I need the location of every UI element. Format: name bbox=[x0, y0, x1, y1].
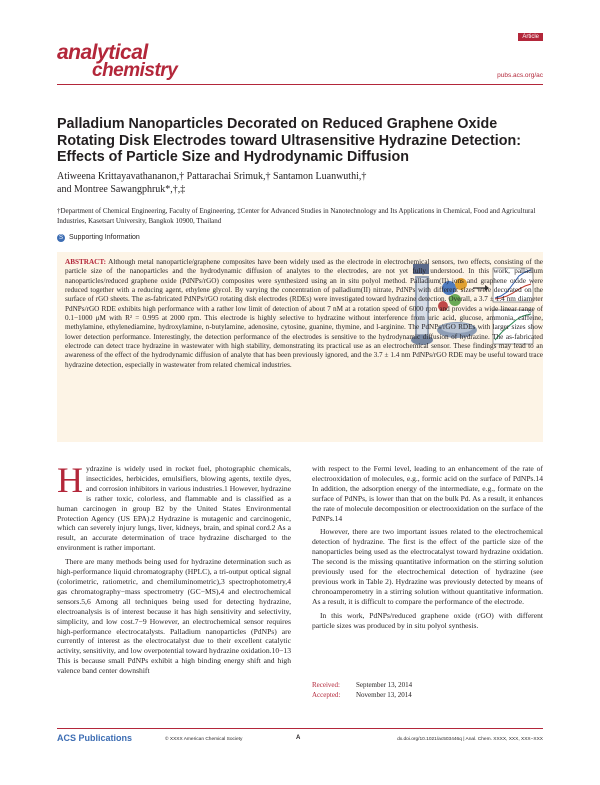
header-rule bbox=[57, 84, 543, 85]
journal-url[interactable]: pubs.acs.org/ac bbox=[497, 72, 543, 79]
received-label: Received: bbox=[312, 681, 340, 689]
col2-paragraph-2: However, there are two important issues related to the electrochemical detection of hydrazine. The first is the effect of the particle size of the nanoparticles being used as the electrocatalyst toward hydrazine oxidation. The second is the missing quantitative information on the stirring solution previously used for the electrochemical detection of hydrazine (see previous work in Table 2). Hydrazine was previously detected by means of chronoamperometry in a stirring solution without quantitative information. As a result, it is difficult to compare the performance of the electrode. bbox=[312, 527, 543, 606]
supporting-info-link[interactable] bbox=[57, 234, 140, 242]
accepted-label: Accepted: bbox=[312, 691, 341, 699]
intro-paragraph-2: There are many methods being used for hydrazine determination such as high-performance liquid chromatography (HPLC), a tri-output optical signal (colorimetric, ratiometric, and chemiluminometric),3 spectrophotometry,4 gas chromatography−mass spectrometry (GC−MS),4 and electrochemical sensors.5,6 Among all techniques being used for detecting hydrazine, electroanalysis is of interest because it has high sensitivity and selectivity, simplicity, and low cost.7−9 However, an electrochemical sensor requires high-performance electrocatalysts. Palladium nanoparticles (PdNPs) are currently of interest as the electrocatalyst due to their excellent catalytic activity, sensitivity, and low overpotential toward hydrazine oxidation.10−13 This is because small PdNPs exhibit a high binding energy shift and high valence band center downshift bbox=[57, 557, 291, 676]
journal-logo-line1: analytical bbox=[57, 41, 148, 64]
supporting-info-label: Supporting Information bbox=[69, 234, 140, 241]
abstract-box bbox=[57, 252, 543, 442]
abstract-label: ABSTRACT: bbox=[65, 258, 107, 266]
abstract-body: Although metal nanoparticle/graphene composites have been widely used as the electrode in electrochemical sensors, two effects, consisting of the particle size of the nanoparticles and the hydrodynamic diffusion of analytes to the electrodes, are not yet fully understood. In this work, palladium nanoparticles/reduced graphene oxide (PdNPs/rGO) composites were synthesized using an in situ polyol method. Palladium(II) ions and graphene oxide were reduced together with a reducing agent, ethylene glycol. By varying the concentration of palladium(II) nitrate, PdNPs with different sizes were decorated on the surface of rGO sheets. The as-fabricated PdNPs/rGO rotating disk electrodes (RDEs) were investigated toward hydrazine detection. Overall, a 3.7 ± 1.4 nm diameter PdNPs/rGO RDE exhibits high performance with a rather low limit of detection of about 7 nM at a rotation speed of 6000 rpm and provides a wide linear range of 0.1−1000 μM with R² = 0.995 at 2000 rpm. This electrode is highly selective to hydrazine without interference from uric acid, glucose, ammonia, caffeine, methylamine, ethylenediamine, hydroxylamine, n-butylamine, adenosine, cytosine, guanine, thymine, and l-arginine. The PdNPs/rGO RDEs with larger sizes show lower detection performance. Interestingly, the detection performance of the electrodes is sensitive to the hydrodynamic diffusion of hydrazine. The as-fabricated electrode can detect trace hydrazine in wastewater with high stability, demonstrating its practical use as an electrochemical sensor. These findings may lead to an awareness of the effect of the hydrodynamic diffusion of analyte that has been previously ignored, and the 3.7 ± 1.4 nm PdNPs/rGO RDE may be useful toward trace hydrazine detection, especially in wastewater from related chemical industries. bbox=[65, 258, 543, 369]
paper-title: Palladium Nanoparticles Decorated on Reduced Graphene Oxide Rotating Disk Electrodes toward Ultrasensitive Hydrazine Detection: Effects of Particle Size and Hydrodynamic Diffusion bbox=[57, 116, 521, 165]
accepted-date bbox=[312, 690, 412, 700]
accepted-value: November 13, 2014 bbox=[356, 691, 412, 699]
affiliation: †Department of Chemical Engineering, Faculty of Engineering, ‡Center for Advanced Studies in Nanotechnology and Its Applications in Chemical, Food and Agricultural Industries, Kasetsart University, Bangkok 10900, Thailand bbox=[57, 207, 536, 225]
authors-line-1: Atiweena Krittayavathananon,† Pattarachai Srimuk,† Santamon Luanwuthi,† bbox=[57, 171, 367, 182]
publisher-logo: ACS Publications bbox=[57, 733, 133, 743]
body-column-2 bbox=[312, 464, 543, 635]
authors-line-2: and Montree Sawangphruk*,†,‡ bbox=[57, 184, 186, 195]
intro-paragraph-1 bbox=[57, 460, 291, 553]
col2-paragraph-3: In this work, PdNPs/reduced graphene oxide (rGO) with different particle sizes was produced by in situ polyol synthesis. bbox=[312, 610, 543, 630]
author-list bbox=[57, 170, 537, 196]
doi-citation[interactable]: dx.doi.org/10.1021/ac503446q | Anal. Chem. XXXX, XXX, XXX−XXX bbox=[397, 737, 543, 742]
supporting-info-icon: S bbox=[58, 235, 63, 241]
page-number: A bbox=[296, 735, 301, 741]
abstract-text bbox=[65, 258, 543, 370]
received-date bbox=[312, 680, 412, 690]
footer-rule bbox=[57, 728, 543, 729]
col2-paragraph-1: with respect to the Fermi level, leading to an enhancement of the rate of electrooxidation of molecules, e.g., formic acid on the surface of PdNPs.14 In addition, the adsorption energy of the intermediate, e.g., formate on the surface of PdNPs, is lower than that on the bulk Pd. As a result, it enhances the rate of molecule decomposition or electrooxidation on the surface of the PdNPs.14 bbox=[312, 464, 543, 523]
article-type-badge: Article bbox=[518, 33, 543, 41]
journal-logo-line2: chemistry bbox=[92, 60, 178, 81]
body-column-1 bbox=[57, 460, 291, 680]
received-value: September 13, 2014 bbox=[356, 681, 413, 689]
copyright: © XXXX American Chemical Society bbox=[165, 737, 243, 742]
publication-dates bbox=[312, 680, 412, 700]
intro-paragraph-1-text: ydrazine is widely used in rocket fuel, photographic chemicals, insecticides, herbicides, emulsifiers, blowing agents, textile dyes, and corrosion inhibitors in various industries.1 However, hydrazine is rather toxic, colorless, and flammable and is classified as a human carcinogen in group B2 by the United States Environmental Protection Agency (US EPA).2 Hydrazine is mutagenic and carcinogenic, which can severely injury lungs, liver, kidneys, brain, and spinal cord.2 As a result, an accurate determination of trace hydrazine discharged to the environment is rather important. bbox=[57, 464, 291, 553]
drop-cap: H bbox=[57, 460, 83, 500]
